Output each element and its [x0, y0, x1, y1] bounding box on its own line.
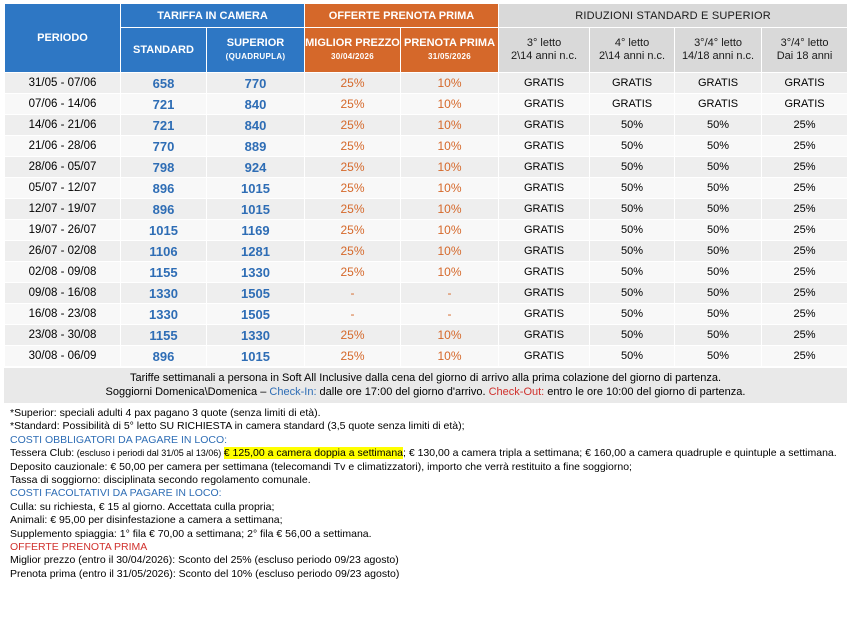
- offer-miglior: [10, 554, 841, 567]
- table-row: [5, 94, 848, 115]
- miglior-prezzo-offer: 25%: [305, 157, 401, 178]
- prenota-prima-offer: 10%: [401, 178, 499, 199]
- header-riduzioni: RIDUZIONI STANDARD E SUPERIOR: [499, 4, 848, 28]
- reduction-34-letto-14-18: 50%: [675, 262, 762, 283]
- miglior-prezzo-offer: 25%: [305, 73, 401, 94]
- offer-prenota-text: (entro il 31/05/2026): Sconto del 10% (escluso periodo 09/23 agosto): [75, 567, 400, 580]
- periodo-cell: 19/07 - 26/07: [5, 220, 121, 241]
- header-tariffa: TARIFFA IN CAMERA: [121, 4, 305, 28]
- prenota-prima-offer: 10%: [401, 325, 499, 346]
- standard-price: 721: [121, 115, 207, 136]
- miglior-prezzo-offer: 25%: [305, 94, 401, 115]
- reduction-34-letto-14-18: 50%: [675, 325, 762, 346]
- info-line-2: [4, 385, 847, 399]
- deposito-text: € 50,00 per camera per settimana (telecomandi Tv e climatizzatori), importo che verrà restituito a fine soggiorno;: [107, 460, 632, 473]
- standard-price: 798: [121, 157, 207, 178]
- animali: Animali: € 95,00 per disinfestazione a camera a settimana;: [10, 514, 283, 527]
- header-reduction-1: [499, 28, 590, 73]
- info-soggiorni: Soggiorni Domenica\Domenica –: [105, 386, 270, 398]
- reduction-3-letto: GRATIS: [499, 262, 590, 283]
- reduction-4-letto: 50%: [590, 178, 675, 199]
- reduction-34-letto-14-18: 50%: [675, 199, 762, 220]
- standard-price: 721: [121, 94, 207, 115]
- header-reduction-3: [675, 28, 762, 73]
- miglior-prezzo-offer: 25%: [305, 115, 401, 136]
- header-superior: [207, 28, 305, 73]
- header-r2b: 2\14 anni n.c.: [599, 50, 666, 62]
- miglior-prezzo-offer: -: [305, 283, 401, 304]
- superior-price: 1015: [207, 346, 305, 367]
- prenota-prima-offer: 10%: [401, 199, 499, 220]
- prenota-prima-offer: 10%: [401, 94, 499, 115]
- reduction-34-letto-18: 25%: [762, 325, 848, 346]
- offerte-title: OFFERTE PRENOTA PRIMA: [10, 541, 148, 554]
- tassa-text: disciplinata secondo regolamento comunale.: [100, 474, 311, 487]
- standard-price: 658: [121, 73, 207, 94]
- reduction-34-letto-14-18: 50%: [675, 157, 762, 178]
- header-offerte: OFFERTE PRENOTA PRIMA: [305, 4, 499, 28]
- superior-price: 1505: [207, 304, 305, 325]
- reduction-34-letto-14-18: 50%: [675, 304, 762, 325]
- standard-price: 1015: [121, 220, 207, 241]
- header-r4b: Dai 18 anni: [776, 50, 833, 62]
- reduction-4-letto: 50%: [590, 283, 675, 304]
- checkout-label: Check-Out:: [488, 386, 545, 398]
- table-row: [5, 115, 848, 136]
- periodo-cell: 07/06 - 14/06: [5, 94, 121, 115]
- offer-prenota-label: Prenota prima: [10, 567, 76, 580]
- reduction-4-letto: GRATIS: [590, 94, 675, 115]
- periodo-cell: 02/08 - 09/08: [5, 262, 121, 283]
- miglior-prezzo-offer: 25%: [305, 136, 401, 157]
- reduction-34-letto-14-18: 50%: [675, 115, 762, 136]
- reduction-4-letto: 50%: [590, 157, 675, 178]
- reduction-3-letto: GRATIS: [499, 157, 590, 178]
- rates-table: [4, 3, 848, 367]
- superior-price: 924: [207, 157, 305, 178]
- miglior-prezzo-offer: 25%: [305, 220, 401, 241]
- periodo-cell: 26/07 - 02/08: [5, 241, 121, 262]
- table-row: [5, 262, 848, 283]
- reduction-34-letto-18: 25%: [762, 199, 848, 220]
- costi-facoltativi-title: COSTI FACOLTATIVI DA PAGARE IN LOCO:: [10, 487, 222, 500]
- reduction-3-letto: GRATIS: [499, 346, 590, 367]
- periodo-cell: 16/08 - 23/08: [5, 304, 121, 325]
- periodo-cell: 23/08 - 30/08: [5, 325, 121, 346]
- spiaggia: Supplemento spiaggia: 1° fila € 70,00 a settimana; 2° fila € 56,00 a settimana.: [10, 527, 372, 540]
- reduction-34-letto-14-18: GRATIS: [675, 73, 762, 94]
- info-line-1: Tariffe settimanali a persona in Soft All Inclusive dalla cena del giorno di arrivo alla prima colazione del giorno di partenza.: [129, 372, 722, 384]
- header-reduction-4: [762, 28, 848, 73]
- header-r1a: 3° letto: [526, 37, 562, 49]
- standard-price: 896: [121, 199, 207, 220]
- reduction-34-letto-14-18: 50%: [675, 283, 762, 304]
- rates-body: [5, 73, 848, 367]
- periodo-cell: 14/06 - 21/06: [5, 115, 121, 136]
- periodo-cell: 30/08 - 06/09: [5, 346, 121, 367]
- header-r1b: 2\14 anni n.c.: [511, 50, 578, 62]
- reduction-4-letto: 50%: [590, 262, 675, 283]
- superior-price: 770: [207, 73, 305, 94]
- reduction-34-letto-14-18: 50%: [675, 241, 762, 262]
- checkin-label: Check-In:: [269, 386, 317, 398]
- reduction-34-letto-18: 25%: [762, 262, 848, 283]
- header-r3b: 14/18 anni n.c.: [681, 50, 755, 62]
- note-superior: *Superior: speciali adulti 4 pax pagano 3 quote (senza limiti di età).: [10, 407, 321, 419]
- table-row: [5, 325, 848, 346]
- reduction-34-letto-14-18: GRATIS: [675, 94, 762, 115]
- offer-miglior-label: Miglior prezzo: [10, 554, 76, 567]
- reduction-4-letto: 50%: [590, 115, 675, 136]
- prenota-prima-offer: 10%: [401, 262, 499, 283]
- prenota-prima-offer: 10%: [401, 241, 499, 262]
- header-r2a: 4° letto: [614, 37, 650, 49]
- prenota-prima-offer: 10%: [401, 136, 499, 157]
- checkout-text: entro le ore 10:00 del giorno di partenza.: [544, 386, 746, 398]
- tessera-small: (escluso i periodi dal 31/05 al 13/06): [74, 448, 224, 459]
- reduction-3-letto: GRATIS: [499, 178, 590, 199]
- notes-section: [4, 403, 847, 581]
- prenota-prima-offer: -: [401, 304, 499, 325]
- reduction-4-letto: GRATIS: [590, 73, 675, 94]
- reduction-4-letto: 50%: [590, 136, 675, 157]
- miglior-prezzo-offer: 25%: [305, 199, 401, 220]
- header-prenota-prima: [401, 28, 499, 73]
- reduction-4-letto: 50%: [590, 346, 675, 367]
- prenota-prima-offer: 10%: [401, 157, 499, 178]
- reduction-34-letto-18: 25%: [762, 241, 848, 262]
- superior-price: 1330: [207, 262, 305, 283]
- superior-price: 840: [207, 94, 305, 115]
- superior-price: 1505: [207, 283, 305, 304]
- offer-miglior-text: (entro il 30/04/2026): Sconto del 25% (escluso periodo 09/23 agosto): [75, 554, 399, 567]
- reduction-4-letto: 50%: [590, 199, 675, 220]
- table-row: [5, 220, 848, 241]
- header-periodo: PERIODO: [5, 4, 121, 73]
- reduction-34-letto-18: 25%: [762, 220, 848, 241]
- deposito: [10, 461, 841, 474]
- reduction-4-letto: 50%: [590, 220, 675, 241]
- tessera-club: [10, 447, 841, 460]
- miglior-prezzo-offer: -: [305, 304, 401, 325]
- reduction-4-letto: 50%: [590, 241, 675, 262]
- superior-price: 840: [207, 115, 305, 136]
- reduction-34-letto-18: GRATIS: [762, 94, 848, 115]
- reduction-3-letto: GRATIS: [499, 115, 590, 136]
- reduction-3-letto: GRATIS: [499, 199, 590, 220]
- reduction-34-letto-18: 25%: [762, 304, 848, 325]
- miglior-prezzo-offer: 25%: [305, 346, 401, 367]
- reduction-34-letto-18: 25%: [762, 136, 848, 157]
- price-list: [4, 3, 847, 581]
- header-r3a: 3°/4° letto: [694, 37, 742, 49]
- reduction-3-letto: GRATIS: [499, 283, 590, 304]
- prenota-prima-offer: 10%: [401, 73, 499, 94]
- info-box: [4, 367, 847, 403]
- reduction-34-letto-18: 25%: [762, 157, 848, 178]
- prenota-prima-offer: -: [401, 283, 499, 304]
- tassa: [10, 474, 841, 487]
- prenota-prima-offer: 10%: [401, 346, 499, 367]
- reduction-34-letto-18: 25%: [762, 178, 848, 199]
- standard-price: 1155: [121, 262, 207, 283]
- header-r4a: 3°/4° letto: [780, 37, 829, 49]
- table-row: [5, 178, 848, 199]
- table-row: [5, 283, 848, 304]
- reduction-3-letto: GRATIS: [499, 325, 590, 346]
- reduction-3-letto: GRATIS: [499, 304, 590, 325]
- superior-price: 1015: [207, 178, 305, 199]
- superior-price: 889: [207, 136, 305, 157]
- miglior-prezzo-offer: 25%: [305, 325, 401, 346]
- standard-price: 1155: [121, 325, 207, 346]
- reduction-34-letto-18: GRATIS: [762, 73, 848, 94]
- periodo-cell: 21/06 - 28/06: [5, 136, 121, 157]
- header-miglior-label: MIGLIOR PREZZO: [305, 37, 400, 49]
- miglior-prezzo-offer: 25%: [305, 241, 401, 262]
- reduction-34-letto-18: 25%: [762, 283, 848, 304]
- reduction-34-letto-18: 25%: [762, 346, 848, 367]
- prenota-prima-offer: 10%: [401, 115, 499, 136]
- reduction-3-letto: GRATIS: [499, 220, 590, 241]
- standard-price: 896: [121, 178, 207, 199]
- reduction-34-letto-14-18: 50%: [675, 220, 762, 241]
- offer-prenota: [10, 568, 841, 581]
- header-miglior-prezzo: [305, 28, 401, 73]
- checkin-text: dalle ore 17:00 del giorno d'arrivo.: [316, 386, 489, 398]
- table-row: [5, 304, 848, 325]
- superior-price: 1330: [207, 325, 305, 346]
- standard-price: 1330: [121, 283, 207, 304]
- tassa-label: Tassa di soggiorno:: [10, 474, 101, 487]
- table-row: [5, 199, 848, 220]
- prenota-prima-offer: 10%: [401, 220, 499, 241]
- periodo-cell: 31/05 - 07/06: [5, 73, 121, 94]
- periodo-cell: 28/06 - 05/07: [5, 157, 121, 178]
- reduction-3-letto: GRATIS: [499, 241, 590, 262]
- header-superior-label: SUPERIOR: [226, 37, 285, 49]
- reduction-3-letto: GRATIS: [499, 136, 590, 157]
- reduction-34-letto-14-18: 50%: [675, 178, 762, 199]
- header-superior-sub: (QUADRUPLA): [225, 52, 286, 61]
- miglior-prezzo-offer: 25%: [305, 262, 401, 283]
- periodo-cell: 12/07 - 19/07: [5, 199, 121, 220]
- reduction-4-letto: 50%: [590, 304, 675, 325]
- reduction-34-letto-14-18: 50%: [675, 346, 762, 367]
- note-standard: *Standard: Possibilità di 5° letto SU RICHIESTA in camera standard (3,5 quote senza limiti di età);: [10, 420, 465, 433]
- standard-price: 770: [121, 136, 207, 157]
- reduction-4-letto: 50%: [590, 325, 675, 346]
- standard-price: 896: [121, 346, 207, 367]
- table-row: [5, 157, 848, 178]
- periodo-cell: 09/08 - 16/08: [5, 283, 121, 304]
- table-row: [5, 241, 848, 262]
- reduction-3-letto: GRATIS: [499, 73, 590, 94]
- header-reduction-2: [590, 28, 675, 73]
- header-prenota-date: 31/05/2026: [428, 52, 472, 61]
- tessera-label: Tessera Club:: [10, 447, 75, 460]
- costi-obbligatori-title: COSTI OBBLIGATORI DA PAGARE IN LOCO:: [10, 433, 228, 446]
- reduction-34-letto-14-18: 50%: [675, 136, 762, 157]
- tessera-highlight: € 125,00 a camera doppia a settimana: [223, 447, 403, 460]
- reduction-3-letto: GRATIS: [499, 94, 590, 115]
- header-miglior-date: 30/04/2026: [330, 52, 375, 61]
- tessera-rest: ; € 130,00 a camera tripla a settimana; € 160,00 a camera quadruple e quintuple a settimana.: [403, 447, 837, 460]
- header-standard: STANDARD: [121, 28, 207, 73]
- header-prenota-label: PRENOTA PRIMA: [403, 37, 496, 49]
- periodo-cell: 05/07 - 12/07: [5, 178, 121, 199]
- culla: Culla: su richiesta, € 15 al giorno. Accettata culla propria;: [10, 500, 275, 513]
- deposito-label: Deposito cauzionale:: [10, 460, 108, 473]
- superior-price: 1169: [207, 220, 305, 241]
- superior-price: 1281: [207, 241, 305, 262]
- standard-price: 1106: [121, 241, 207, 262]
- standard-price: 1330: [121, 304, 207, 325]
- table-row: [5, 73, 848, 94]
- table-row: [5, 346, 848, 367]
- reduction-34-letto-18: 25%: [762, 115, 848, 136]
- miglior-prezzo-offer: 25%: [305, 178, 401, 199]
- table-row: [5, 136, 848, 157]
- superior-price: 1015: [207, 199, 305, 220]
